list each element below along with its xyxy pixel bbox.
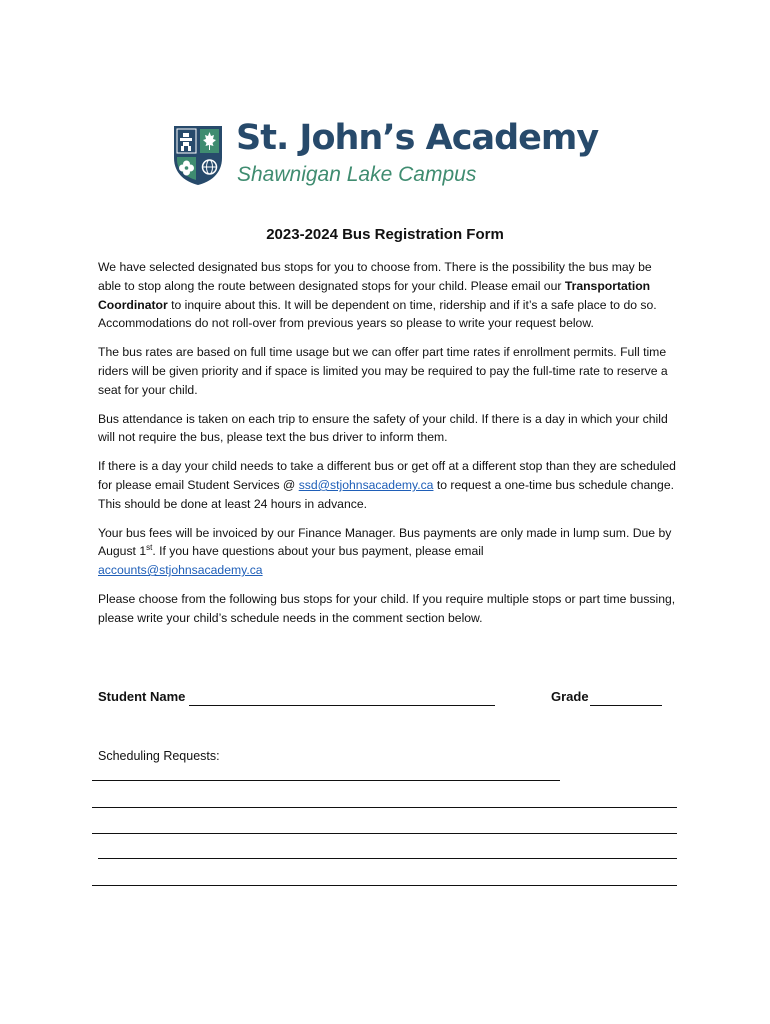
student-services-email-link[interactable]: ssd@stjohnsacademy.ca <box>298 477 434 492</box>
form-instructions <box>98 258 678 638</box>
grade-label: Grade <box>551 689 589 704</box>
scheduling-line-2[interactable] <box>92 807 677 808</box>
scheduling-line-4[interactable] <box>98 858 677 859</box>
campus-name: Shawnigan Lake Campus <box>237 163 477 186</box>
grade-field[interactable] <box>590 705 662 706</box>
transportation-coordinator: Transportation Coordinator <box>98 278 651 312</box>
paragraph-rates: The bus rates are based on full time usage but we can offer part time rates if enrollment permits. Full time riders will be given priority and if space is limited you may be required to pay the full-time rate to reserve a seat for your child. <box>98 345 668 397</box>
accounts-email-link[interactable]: accounts@stjohnsacademy.ca <box>98 563 263 578</box>
paragraph-attendance: Bus attendance is taken on each trip to ensure the safety of your child. If there is a day in which your child will not require the bus, please text the bus driver to inform them. <box>98 411 668 445</box>
school-logo <box>172 120 602 192</box>
scheduling-line-3[interactable] <box>92 833 677 834</box>
crest-icon <box>172 124 224 186</box>
paragraph-schedule-change: If there is a day your child needs to take a different bus or get off at a different stop than they are scheduled for please email Student Services @ ssd@stjohnsacademy.ca to request a one-time bus schedule change. This should be done at least 24 hours in advance. <box>98 459 676 511</box>
form-title: 2023-2024 Bus Registration Form <box>266 226 504 243</box>
school-name: St. John’s Academy <box>236 118 599 158</box>
paragraph-stops: We have selected designated bus stops for you to choose from. There is the possibility the bus may be able to stop along the route between designated stops for your child. Please email our Transportation Coordinator to inquire about this. It will be dependent on time, ridership and if it’s a safe place to do so. Accommodations do not roll-over from previous years so please to write your request below. <box>98 260 657 331</box>
scheduling-line-1[interactable] <box>92 780 560 781</box>
scheduling-requests-label: Scheduling Requests: <box>98 749 220 763</box>
student-name-label: Student Name <box>98 689 186 704</box>
paragraph-fees: Your bus fees will be invoiced by our Finance Manager. Bus payments are only made in lump sum. Due by August 1st. If you have questions about your bus payment, please email accounts@stjohnsacademy.ca <box>98 525 672 578</box>
student-name-field[interactable] <box>189 705 495 706</box>
paragraph-choose-stops: Please choose from the following bus stops for your child. If you require multiple stops or part time bussing, please write your child’s schedule needs in the comment section below. <box>98 591 676 625</box>
scheduling-line-5[interactable] <box>92 885 677 886</box>
